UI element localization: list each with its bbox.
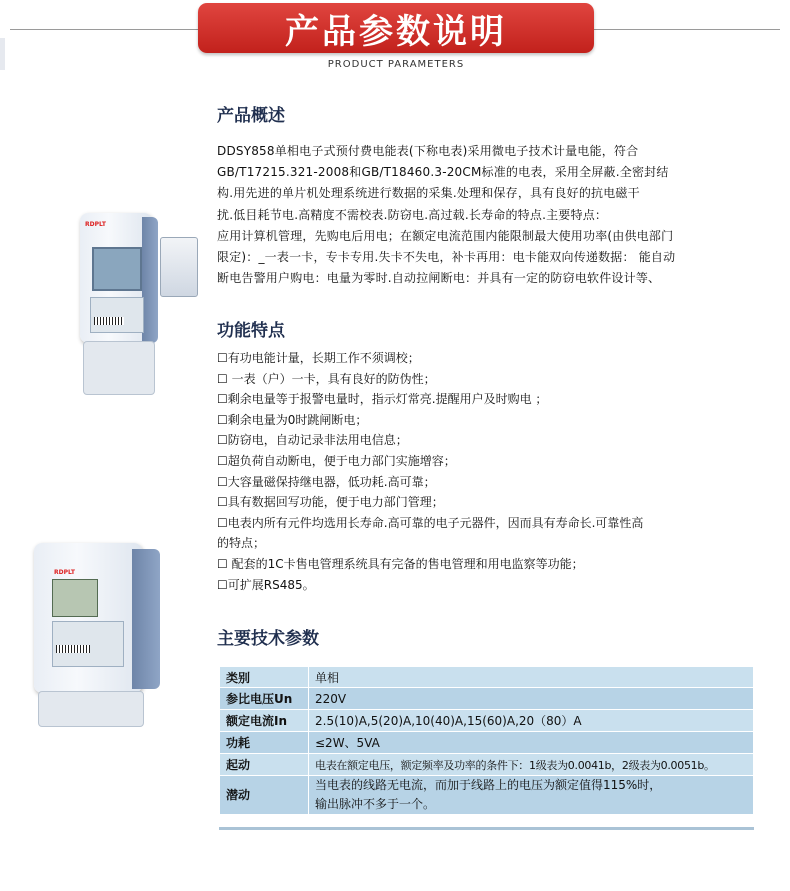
feature-item: ☐电表内所有元件均选用长寿命.高可靠的电子元器件，因而具有寿命长.可靠性高 bbox=[217, 515, 644, 530]
product-image-meter-with-card: RDPLT bbox=[80, 213, 198, 398]
left-edge-mark bbox=[0, 38, 5, 70]
overview-text bbox=[217, 141, 773, 289]
feature-item: ☐可扩展RS485。 bbox=[217, 577, 315, 592]
param-key: 额定电流In bbox=[220, 710, 309, 732]
feature-item: ☐防窃电，自动记录非法用电信息； bbox=[217, 433, 408, 448]
features-list bbox=[217, 348, 773, 595]
feature-item: ☐剩余电量等于报警电量时，指示灯常亮.提醒用户及时购电 ； bbox=[217, 392, 548, 407]
overview-line: 断电告警用户购电：电量为零时.自动拉闸断电：并具有一定的防窃电软件设计等、 bbox=[217, 271, 661, 286]
overview-line: DDSY858单相电子式预付费电能表(下称电表)采用微电子技术计量电能，符合 bbox=[217, 144, 639, 158]
features-title: 功能特点 bbox=[217, 321, 285, 341]
table-row bbox=[220, 710, 754, 732]
overview-line: 扰.低目耗节电.高精度不需校表.防窃电.高过载.长寿命的特点.主要特点： bbox=[217, 207, 608, 222]
feature-item: ☐具有数据回写功能，便于电力部门管理； bbox=[217, 495, 444, 510]
overview-line: 限定)：_一表一卡，专卡专用.失卡不失电，补卡再用：电卡能双向传递数据： 能自动 bbox=[217, 250, 676, 265]
params-table bbox=[219, 666, 754, 815]
header-divider-right bbox=[594, 29, 780, 30]
param-key: 功耗 bbox=[220, 732, 309, 754]
param-value: 当电表的线路无电流，而加于线路上的电压为额定值得115%时， 输出脉冲不多于一个。 bbox=[309, 776, 754, 815]
page-subtitle: PRODUCT PARAMETERS bbox=[327, 59, 465, 70]
param-value: 单相 bbox=[309, 667, 754, 688]
param-value: 电表在额定电压，额定频率及功率的条件下：1级表为0.0041b，2级表为0.0051b。 bbox=[309, 754, 754, 776]
feature-item: ☐ 配套的1C卡售电管理系统具有完备的售电管理和用电监察等功能； bbox=[217, 556, 584, 571]
overview-title: 产品概述 bbox=[217, 106, 285, 126]
param-key: 潜动 bbox=[220, 776, 309, 815]
overview-line: GB/T17215.321-2008和GB/T18460.3-20CM标准的电表，采用全屏蔽.全密封结 bbox=[217, 165, 669, 180]
feature-item: ☐剩余电量为0时跳闸断电； bbox=[217, 412, 368, 427]
param-key: 类别 bbox=[220, 667, 309, 688]
table-row bbox=[220, 667, 754, 688]
overview-line: 应用计算机管理，先购电后用电；在额定电流范围内能限制最大使用功率(由供电部门 bbox=[217, 228, 674, 243]
table-row bbox=[220, 732, 754, 754]
param-key: 起动 bbox=[220, 754, 309, 776]
table-row bbox=[220, 776, 754, 815]
feature-item: ☐超负荷自动断电，便于电力部门实施增容； bbox=[217, 453, 456, 468]
feature-item: 的特点； bbox=[217, 536, 266, 551]
header-divider-left bbox=[10, 29, 200, 30]
product-image-meter: RDPLT bbox=[34, 543, 162, 728]
feature-item: ☐大容量磁保持继电器，低功耗.高可靠； bbox=[217, 474, 436, 489]
table-row bbox=[220, 688, 754, 710]
page-title-banner: 产品参数说明 bbox=[198, 3, 594, 53]
param-value: 2.5(10)A,5(20)A,10(40)A,15(60)A,20（80）A bbox=[309, 710, 754, 732]
feature-item: ☐ 一表（户）一卡，具有良好的防伪性； bbox=[217, 371, 436, 386]
overview-line: 构.用先进的单片机处理系统进行数据的采集.处理和保存，具有良好的抗电磁干 bbox=[217, 186, 640, 201]
table-row bbox=[220, 754, 754, 776]
table-bottom-shadow bbox=[219, 827, 754, 830]
param-value: ≤2W、5VA bbox=[309, 732, 754, 754]
param-value: 220V bbox=[309, 688, 754, 710]
feature-item: ☐有功电能计量，长期工作不须调校； bbox=[217, 351, 420, 365]
params-title: 主要技术参数 bbox=[217, 629, 319, 649]
param-key: 参比电压Un bbox=[220, 688, 309, 710]
